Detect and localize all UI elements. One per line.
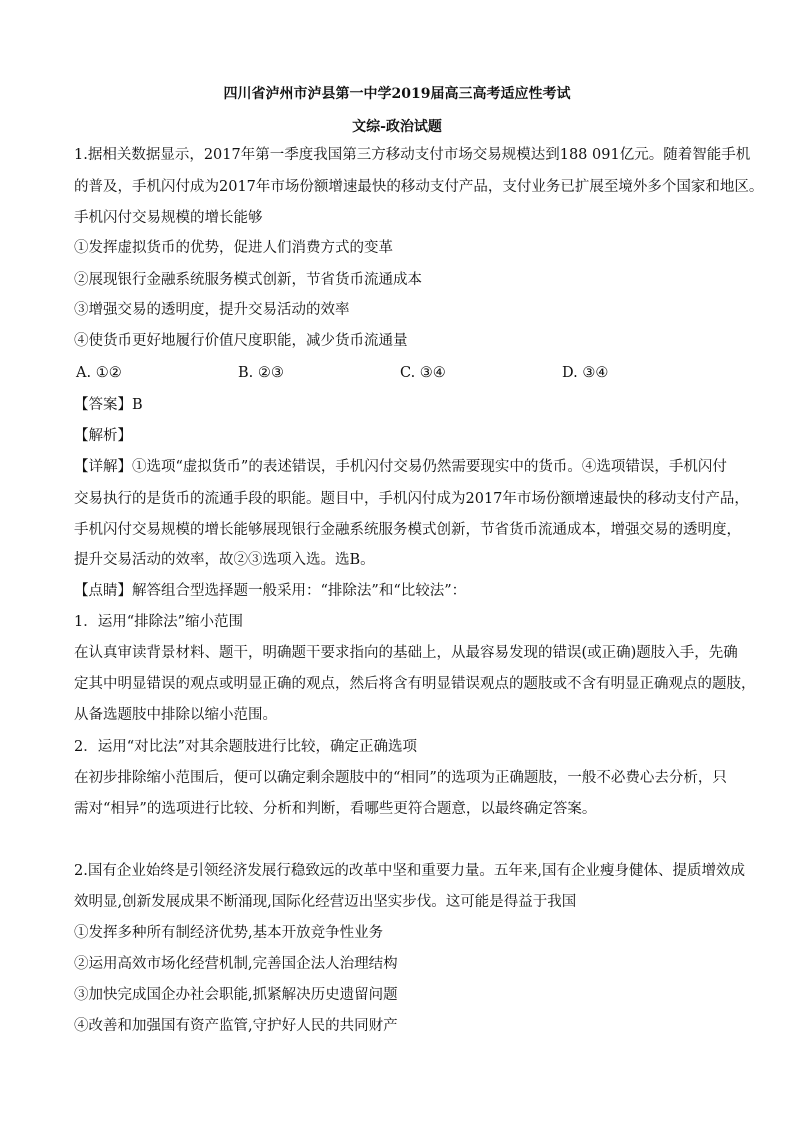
q1-detail-line: 手机闪付交易规模的增长能够展现银行金融系统服务模式创新，节省货币流通成本，增强交易的透明度， <box>74 522 741 538</box>
document-title: 四川省泸州市泸县第一中学2019届高三高考适应性考试 <box>223 86 571 102</box>
q1-detail-line: 交易执行的是货币的流通手段的职能。题目中，手机闪付成为2017年市场份额增速最快的移动支付产品， <box>74 491 749 507</box>
q1-answer: 【答案】B <box>74 397 143 413</box>
q1-tips-line: 需对“相异”的选项进行比较、分析和判断，看哪些更符合题意，以最终确定答案。 <box>74 801 597 817</box>
q1-detail-line: 【详解】①选项“虚拟货币”的表述错误，手机闪付交易仍然需要现实中的货币。④选项错误，手机闪付 <box>74 459 727 475</box>
q1-tips-line: 在初步排除缩小范围后，便可以确定剩余题肢中的“相同”的选项为正确题肢，一般不必费心去分析，只 <box>74 770 727 786</box>
q1-tips-line: 2．运用“对比法”对其余题肢进行比较，确定正确选项 <box>74 739 418 755</box>
q1-stem-line: 1.据相关数据显示，2017年第一季度我国第三方移动支付市场交易规模达到188 091亿元。随着智能手机 <box>74 147 751 163</box>
q1-item: ④使货币更好地履行价值尺度职能，减少货币流通量 <box>74 333 408 349</box>
q1-option-b: B. ②③ <box>238 365 284 381</box>
q2-item: ①发挥多种所有制经济优势,基本开放竞争性业务 <box>74 925 384 941</box>
q1-stem-line: 手机闪付交易规模的增长能够 <box>74 210 263 226</box>
document-subtitle: 文综-政治试题 <box>352 119 442 135</box>
q1-option-a: A. ①② <box>76 365 122 381</box>
q2-item: ③加快完成国企办社会职能,抓紧解决历史遗留问题 <box>74 987 398 1003</box>
q2-stem-line: 效明显,创新发展成果不断涌现,国际化经营迈出坚实步伐。这可能是得益于我国 <box>74 894 577 910</box>
q1-tips-line: 定其中明显错误的观点或明显正确的观点，然后将含有明显错误观点的题肢或不含有明显正确观点的题肢， <box>74 676 756 692</box>
q1-analysis-label: 【解析】 <box>74 428 132 444</box>
q1-tips-line: 从备选题肢中排除以缩小范围。 <box>74 707 277 723</box>
q2-item: ②运用高效市场化经营机制,完善国企法人治理结构 <box>74 956 398 972</box>
q1-tips-line: 1．运用“排除法”缩小范围 <box>74 614 244 630</box>
q2-item: ④改善和加强国有资产监管,守护好人民的共同财产 <box>74 1018 398 1034</box>
q1-tips-line: 在认真审读背景材料、题干，明确题干要求指向的基础上，从最容易发现的错误(或正确)题肢入手，先确 <box>74 645 738 661</box>
q1-stem-line: 的普及，手机闪付成为2017年市场份额增速最快的移动支付产品，支付业务已扩展至境外多个国家和地区。 <box>74 179 764 195</box>
q1-tips-line: 【点睛】解答组合型选择题一般采用：“排除法”和“比较法”： <box>74 583 467 599</box>
q1-item: ②展现银行金融系统服务模式创新，节省货币流通成本 <box>74 272 422 288</box>
q1-item: ①发挥虚拟货币的优势，促进人们消费方式的变革 <box>74 240 393 256</box>
q1-option-d: D. ③④ <box>562 365 609 381</box>
q1-option-c: C. ③④ <box>400 365 446 381</box>
q2-stem-line: 2.国有企业始终是引领经济发展行稳致远的改革中坚和重要力量。五年来,国有企业瘦身健体、提质增效成 <box>74 863 745 879</box>
q1-detail-line: 提升交易活动的效率，故②③选项入选。选B。 <box>74 552 375 568</box>
q1-item: ③增强交易的透明度，提升交易活动的效率 <box>74 302 350 318</box>
